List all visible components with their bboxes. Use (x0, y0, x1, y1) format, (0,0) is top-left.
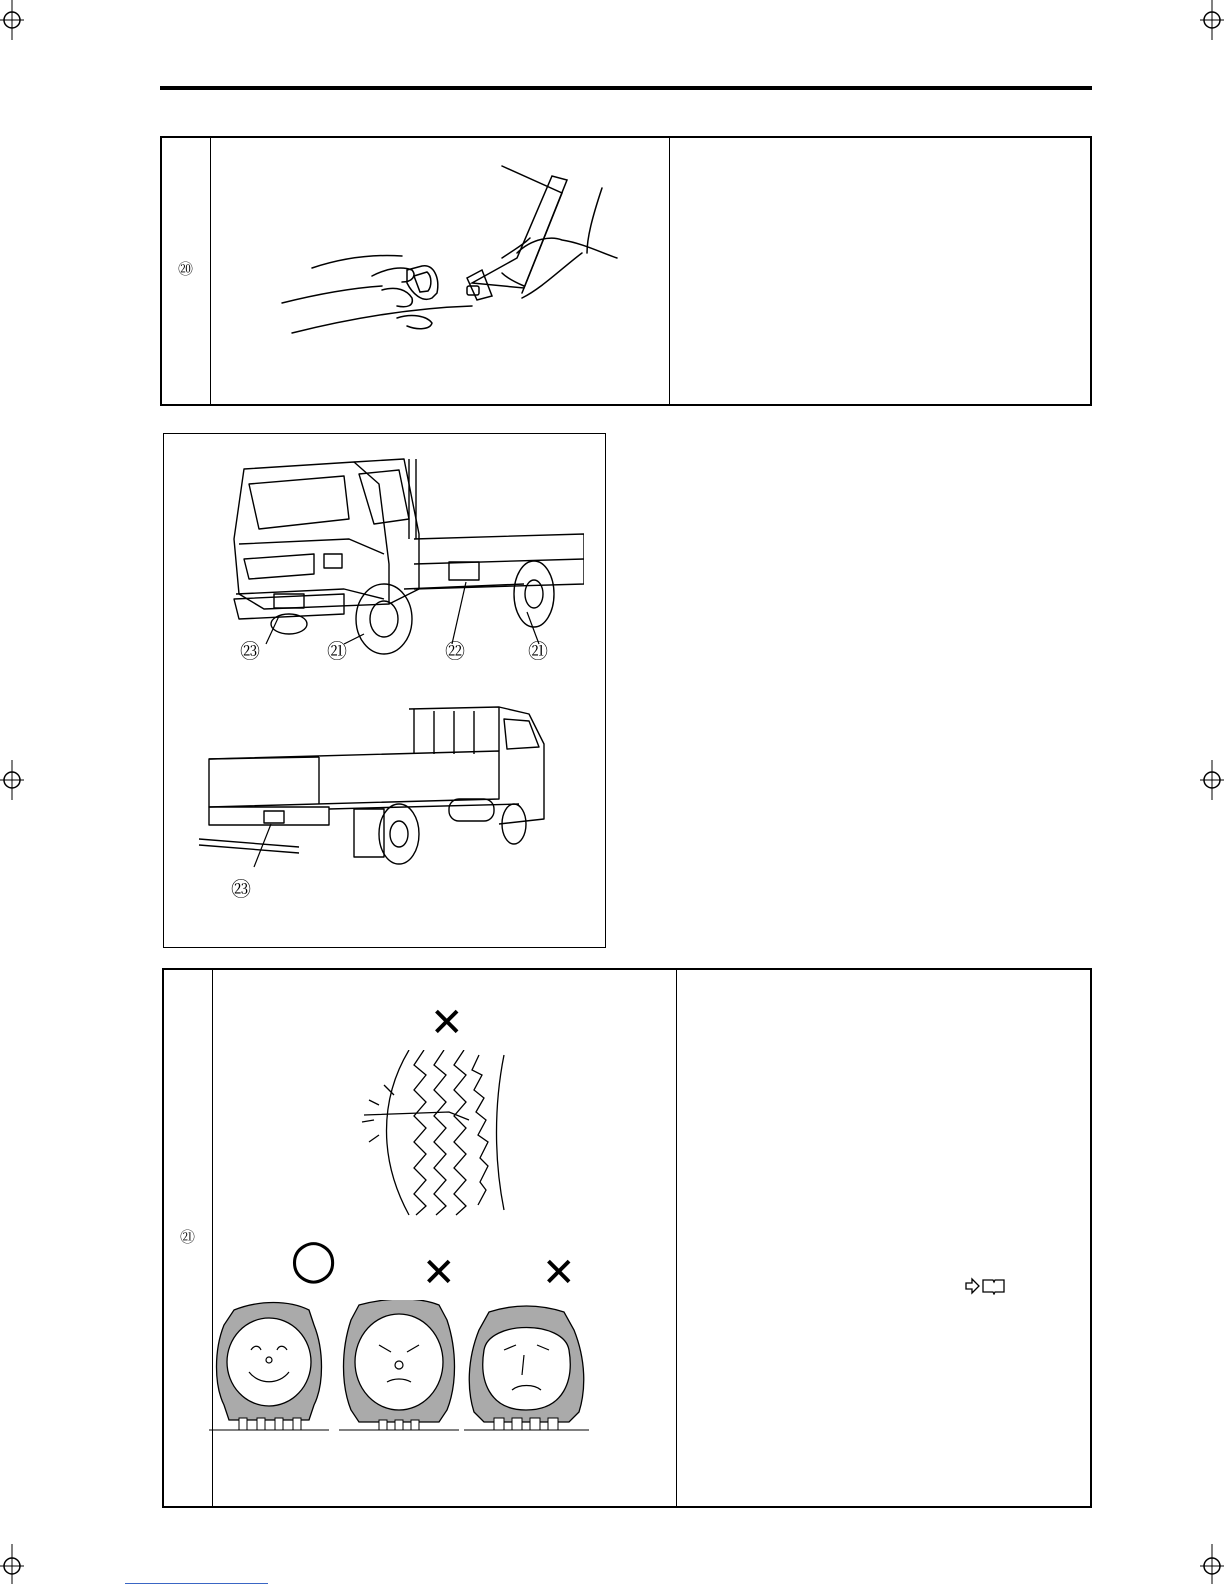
arrow-book-icon (964, 1277, 1006, 1295)
callout-tire-front: ㉑ (327, 639, 347, 663)
callout-license-plate-front: ㉓ (240, 639, 260, 663)
crop-mark-top-left (0, 0, 40, 40)
tire-underinflated-mark: ✕ (542, 1250, 576, 1296)
crop-mark-bottom-right (1184, 1544, 1224, 1584)
crop-mark-top-right (1184, 0, 1224, 40)
inspection-table-seatbelt (160, 136, 1092, 406)
callout-spare-tire: ㉒ (445, 639, 465, 663)
truck-rear-view-illustration (189, 699, 549, 879)
cracked-tire-tread-illustration (354, 1050, 524, 1220)
tire-overinflated-illustration (339, 1300, 459, 1435)
callout-license-plate-rear: ㉓ (231, 877, 251, 901)
inspection-table-tires (162, 968, 1092, 1508)
truck-front-view-illustration (204, 444, 584, 659)
crop-mark-middle-left (0, 760, 40, 800)
crop-mark-middle-right (1184, 760, 1224, 800)
seatbelt-buckle-illustration (262, 158, 622, 358)
column-divider (669, 138, 670, 404)
tire-correct-mark: ○ (290, 1227, 338, 1290)
crop-mark-bottom-left (0, 1544, 40, 1584)
tire-proper-inflation-illustration (209, 1300, 329, 1435)
truck-location-figure (163, 433, 606, 948)
crack-mark-x: ✕ (430, 1000, 464, 1046)
column-divider (210, 138, 211, 404)
tire-underinflated-illustration (464, 1300, 589, 1435)
tire-overinflated-mark: ✕ (422, 1250, 456, 1296)
callout-tire-rear: ㉑ (528, 639, 548, 663)
header-rule (160, 86, 1092, 90)
row-marker: ⑳ (178, 260, 194, 278)
column-divider (676, 970, 677, 1506)
row-marker: ㉑ (180, 1228, 196, 1246)
